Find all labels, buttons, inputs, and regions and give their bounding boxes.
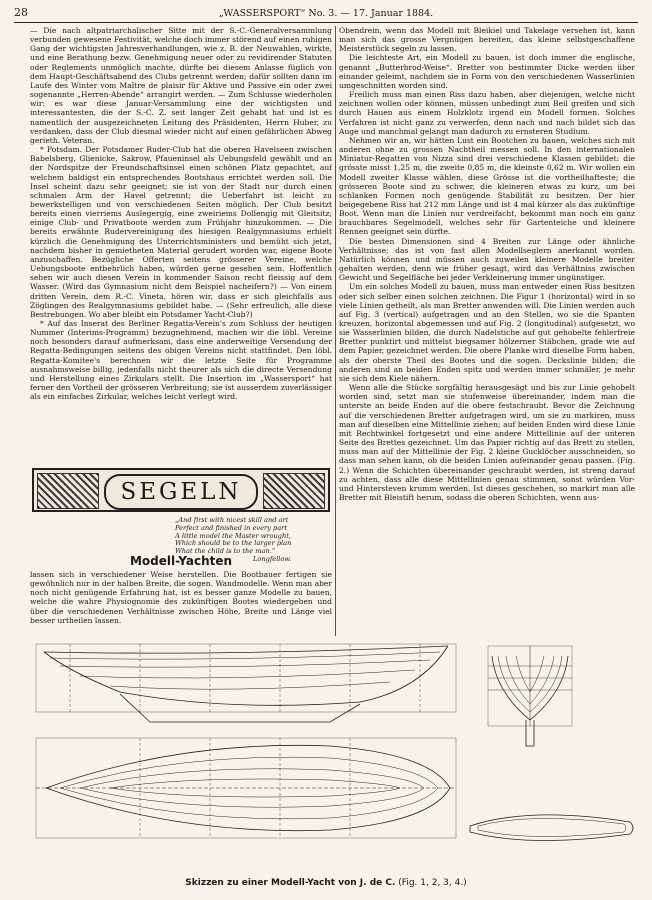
banner-title: SEGELN bbox=[104, 474, 258, 510]
right-column bbox=[339, 26, 635, 636]
column-separator bbox=[335, 26, 336, 636]
epigraph-line: Perfect and finished in every part bbox=[175, 523, 287, 532]
epigraph-line: What the child is to the man.“ bbox=[175, 547, 276, 556]
paragraph: Die besten Dimensionen sind 4 Breiten zur Länge oder ähnliche Verhältnisse; das ist von fast allen Modellseglern anerkannt worden. Natürlich können und müssen auch zuweilen kleinere Modelle breiter gehalten werden, denn wie früher gesagt, wird das Verhältniss zwischen Gewicht und Segelfläche bei jeder Verkleinerung immer ungünstiger. bbox=[339, 236, 635, 283]
section-intro bbox=[30, 570, 332, 625]
section-title: Modell-Yachten bbox=[129, 554, 233, 568]
banner-ornament-left bbox=[37, 473, 99, 509]
page-header bbox=[14, 6, 638, 22]
yacht-drawing bbox=[30, 642, 638, 876]
paragraph: Nehmen wir an, wir hätten Lust ein Bootchen zu bauen, welches sich mit anderen ohne zu grossen Nachtheil messen soll. In den internationalen Miniatur-Regatten von Nizza sind drei verschiedene Klassen gebildet: die grösste misst 1,25 m, die zweite 0,85 m, die kleinste 0,62 m. Wir wollen ein Modell zweiter Klasse wählen, diese Grösse ist die vortheilhafteste; die grösseren Boote sind zu schwer, die kleineren etwas zu kurz, um bei schlanken Formen noch genügende Stabilität zu besitzen. Der hier beigegebene Riss hat 212 mm Länge und ist 4 mal kürzer als das zukünftige Boot. Wenn man die Linien nur verdreifacht, bekommt man noch ein ganz brauchbares Segelmodell, welches sehr für Gartenteiche und kleinere Rennen geeignet sein dürfte. bbox=[339, 135, 635, 237]
article-potsdam: * Potsdam. Der Potsdamer Ruder-Club hat die oberen Havelseen zwischen Babelsberg, Glienicke, Sakrow, Pfaueninsel als Uebungsfeld gewählt und an der Nordspitze der Freundschaftsinsel einen schönen Platz gepachtet, auf welchem baldigst ein entsprechendes Bootshaus errichtet werden soll. Die Insel scheint dazu sehr geeignet; sie ist von der Stadt nur durch einen schmalen Arm der Havel getrennt; die Ueberfahrt ist leicht zu bewerkstelligen und von verschiedenen Seiten möglich. Der Club besitzt bereits einen vierriems Auslegergig, eine zweiriems Dollengig mit Gleitsitz; einige Club- und Privatboote werden zum Frühjahr hinzukommen. — Die bereits erwähnte Rudervereinigung des hiesigen Realgymnasiums erhielt kürzlich die Genehmigung des Unterrichtsministers und bemüht sich jetzt, nachdem bisher in gemietheten Material gerudert worden war, eigene Boote anzuschaffen. Bezügliche Offerten seitens grösserer Vereine, welche Uebungsboote entbehrlich haben, würden gerne gesehen sein. Hoffentlich sehen wir auch diesen Verein in kommender Saison recht fleissig auf dem Wasser. (Wird das Gymnasium nicht dem Beispiel nacheifern?) — Von einem dritten Verein, dem R.-C. Vineta, hören wir, dass er sich gleichfalls aus Zöglingen des Realgymnasiums gebildet habe. — (Sehr erfreulich, alle diese Bestrebungen. Wo aber bleibt ein Potsdamer Yacht-Club?) bbox=[30, 145, 332, 319]
segeln-banner bbox=[32, 468, 330, 512]
deck-plan-view bbox=[470, 815, 633, 841]
paragraph: Um ein solches Modell zu bauen, muss man entweder einen Riss besitzen oder sich selber einen solchen zeichnen. Die Figur 1 (horizontal) wird in so viele Linien getheilt, als man Bretter anwenden will. Die Linien werden auch auf Fig. 3 (vertical) aufgetragen und an den Stellen, wo sie die Spanten kreuzen, horizontal abgemessen und auf Fig. 2 (longitudinal) aufgesetzt, wo sie Wasserlinien bilden, die durch Nadelstiche auf gut gehobelte fehlerfreie Bretter punktirt und mittelst biegsamer hölzerner Stäbchen, grade wie auf dem Papier, gezeichnet werden. Die obere Planke wird dieselbe Form haben, als der oberste Theil des Bootes und die sogen. Deckslinie bilden; die anderen sind an beiden Enden spitz und werden immer schmäler, je mehr sie sich dem Kiele nähern. bbox=[339, 282, 635, 383]
half-breadth-view bbox=[36, 738, 456, 838]
article-club-meeting: — Die nach altpatriarchalischer Sitte mit der S.-C.-Generalversammlung verbunden gewesene Festivität, welche doch immer störend auf einen ruhigen Gang der wichtigsten Jahresverhandlungen, wie z. B. der Neuwahlen, wirkte, und eine Berathung bezw. Genehmigung neuer oder zu revidirender Statuten oder Reglements unmöglich machte, dürfte bei diesem Anlasse füglich von dem Haupt-Geschäftsabend des Clubs getrennt werden; dafür sollten dann im Laufe des Winter vom Maître de plaisir für Aktive und Passive ein oder zwei sogenannte „Herren-Abende“ arrangirt werden. — Zum Schlusse wiederholen wir: es war diese Januar-Versammlung eine der wichtigsten und interessantesten, die der S.-C. Z. seit langer Zeit gehabt hat und ist es namentlich der ausgezeichneten Leitung des Präsidenten, Herrn Huber, zu verdanken, dass der Club diesmal wieder nicht auf einen gefährlichen Abweg gerieth. Veteran. bbox=[30, 26, 332, 145]
section-intro-text: lassen sich in verschiedener Weise herstellen. Die Bootbauer fertigen sie gewöhnlich nur in der halben Breite, die sogen. Wandmodelle. Wenn man aber noch nicht genügende Erfahrung hat, ist es besser ganze Modelle zu bauen, welche die wahre Physiognomie des zukünftigen Bootes wiedergeben und über die verschiedenen Verhältnisse zwischen Höhe, Breite und Länge viel besser urtheilen lassen. bbox=[30, 570, 332, 625]
profile-view bbox=[36, 644, 456, 722]
epigraph-line: „And first with nicest skill and art bbox=[175, 516, 289, 524]
page-number: 28 bbox=[14, 6, 28, 19]
paragraph: Wenn alle die Stücke sorgfältig herausgesägt und bis zur Linie gehobelt worden sind, setzt man sie stufenweise übereinander, indem man die unterste an beide Enden auf die obere festschraubt. Bevor die Zeichnung auf die verschiedenen Bretter aufgetragen wird, um sie zu markiren, muss man auf dieselben eine Mittellinie ziehen; auf beiden Enden wird diese Linie mit Rechtwinkel fortgesetzt und eine andere Mittellinie auf der unteren Seite des Brettes gezeichnet. Um das Papier richtig auf das Brett zu stellen, muss man auf der Mittellinie der Fig. 2 kleine Gucklöcher ausschneiden, so dass man sehen kann, ob die beiden Linien aufeinander genau passen. (Fig. 2.) Wenn die Schichten übereinander geschraubt werden, ist streng darauf zu achten, dass alle diese Mittellinien genau stimmen, sonst würden Vor- und Hintersteven krumm werden. Ist dieses geschehen, so markirt man alle Bretter mit Bleistift herum, sodass die oberen Schichten, wenn aus- bbox=[339, 383, 635, 502]
figure-caption bbox=[0, 878, 652, 888]
paragraph: Die leichteste Art, ein Modell zu bauen, ist doch immer die englische, genannt „Butterbrod-Weise“. Bretter von bestimmter Dicke werden über einander geleimt, nachdem sie in Form von den verschiedenen Wasserlinien umgeschnitten worden sind. bbox=[339, 53, 635, 90]
header-rule bbox=[14, 22, 638, 23]
figure-caption-figs: (Fig. 1, 2, 3, 4.) bbox=[398, 878, 467, 888]
figure-caption-main: Skizzen zu einer Modell-Yacht von J. de C. bbox=[185, 878, 396, 888]
banner-ornament-right bbox=[263, 473, 325, 509]
epigraph-author: Longfellow. bbox=[253, 554, 292, 563]
body-plan-view bbox=[488, 646, 572, 746]
paragraph: Obendrein, wenn das Modell mit Bleikiel und Takelage versehen ist, kann man sich das grosse Vergnügen bereiten, das kleine selbstgeschaffene Meisterstück segeln zu lassen. bbox=[339, 26, 635, 54]
epigraph-line: Which should be to the larger plan bbox=[175, 539, 292, 548]
epigraph-line: A little model the Master wrought, bbox=[175, 531, 292, 540]
masthead: „WASSERSPORT“ No. 3. — 17. Januar 1884. bbox=[218, 8, 434, 19]
article-regatta-notice: * Auf das Inserat des Berliner Regatta-Verein's zum Schluss der heutigen Nummer (Interims-Programm) bezugnehmend, machen wir die löbl. Vereine noch besonders darauf aufmerksam, dass eine anderweitige Versendung der Regatta-Bedingungen seitens des obigen Vereins nicht stattfindet. Den löbl. Regatta-Komitee's berechnen wir die letzte Seite für Programme ausnahmsweise billig, jedenfalls nicht theurer als sich die directe Versendung und Herstellung eines Zirkulars stellt. Die Insertion im „Wassersport“ hat ferner den Vortheil der grösseren Verbreitung; sie ist ausserdem zuverlässiger als ein einfaches Zirkular, welches leicht verlegt wird. bbox=[30, 319, 332, 402]
paragraph: Freilich muss man einen Riss dazu haben, aber diejenigen, welche nicht zeichnen wollen oder können, müssen unbedingt zum Beil greifen und sich durch Hauen aus einem Holzklotz irgend ein Modell formen. Solches Verfahren ist nicht ganz zu verwerfen, denn nach und nach bildet sich das Auge und manchmal gelangt man dadurch zu ernsteren Studium. bbox=[339, 90, 635, 136]
